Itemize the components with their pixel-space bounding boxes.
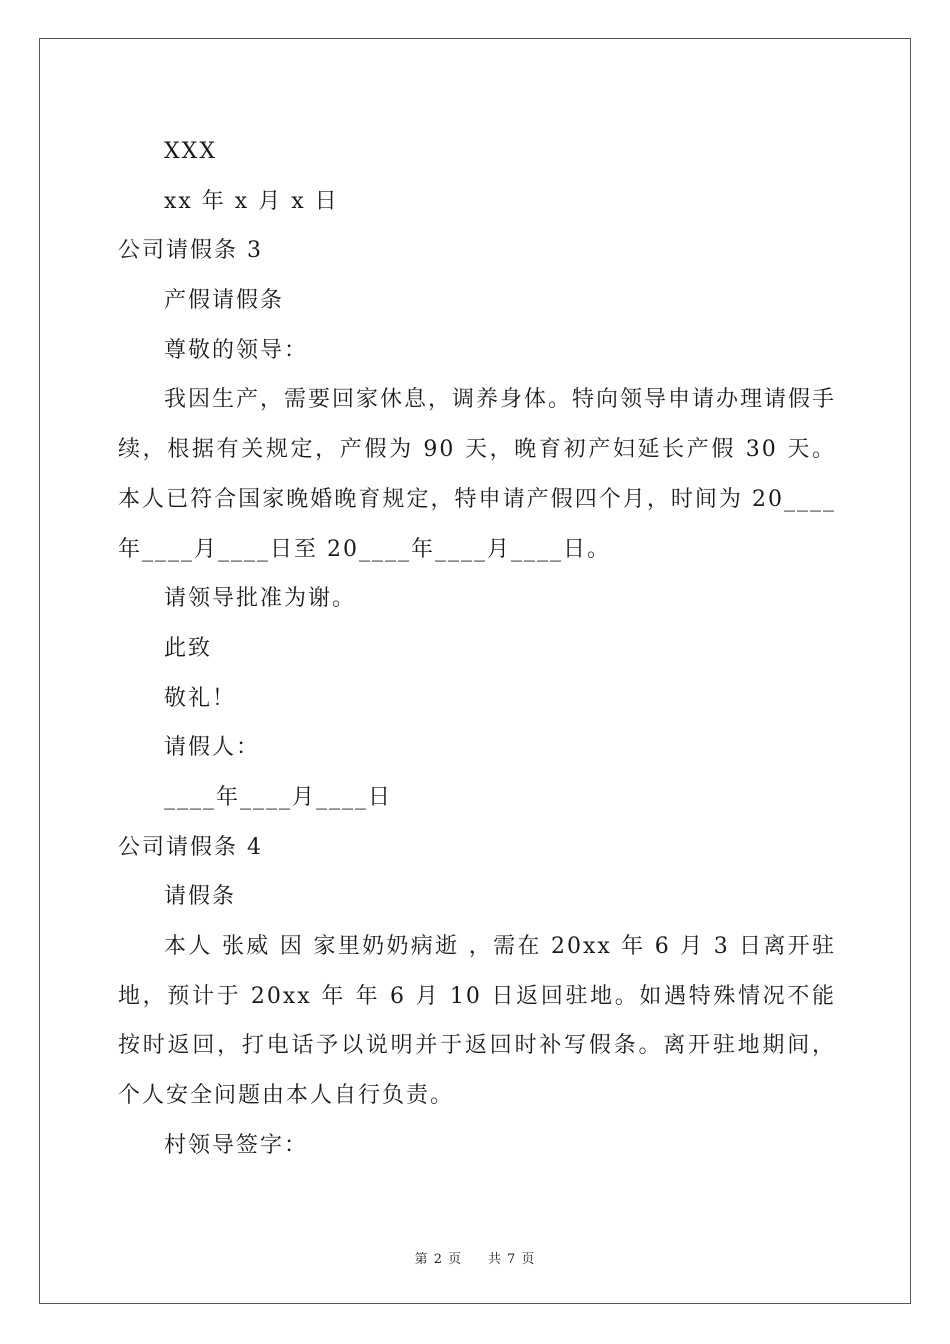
page-number: 第 2 页 xyxy=(414,1252,463,1267)
closing-line-1: 此致 xyxy=(164,635,213,661)
document-body xyxy=(118,127,836,1171)
leave-title-4: 请假条 xyxy=(164,884,237,910)
section-heading-4: 公司请假条 4 xyxy=(118,834,263,860)
request-line-3: 请领导批准为谢。 xyxy=(164,586,357,612)
salutation-3: 尊敬的领导： xyxy=(164,337,309,363)
closing-line-2: 敬礼！ xyxy=(164,685,237,711)
applicant-label-3: 请假人： xyxy=(164,735,261,761)
date-blank-line-3: ____年____月____日 xyxy=(164,785,393,810)
leave-title-3: 产假请假条 xyxy=(164,288,285,314)
signature-label-4: 村领导签字： xyxy=(164,1132,309,1158)
leave-body-4: 本人 张威 因 家里奶奶病逝 ，需在 20xx 年 6 月 3 日离开驻地，预计于 20xx 年 年 6 月 10 日返回驻地。如遇特殊情况不能按时返回，打电话予以说明并于返回时补写假条。离开驻地期间，个人安全问题由本人自行负责。 xyxy=(118,934,836,1109)
leave-body-3: 我因生产，需要回家休息，调养身体。特向领导申请办理请假手续，根据有关规定，产假为 90 天，晚育初产妇延长产假 30 天。本人已符合国家晚婚晚育规定，特申请产假四个月，时间为 20____年____月____日至 20____年____月____日。 xyxy=(118,387,837,562)
page-footer xyxy=(0,1248,950,1267)
sender-name: XXX xyxy=(164,139,217,164)
section-heading-3: 公司请假条 3 xyxy=(118,238,263,264)
page-total: 共 7 页 xyxy=(487,1252,536,1267)
date-line-top: xx 年 x 月 x 日 xyxy=(164,188,339,214)
